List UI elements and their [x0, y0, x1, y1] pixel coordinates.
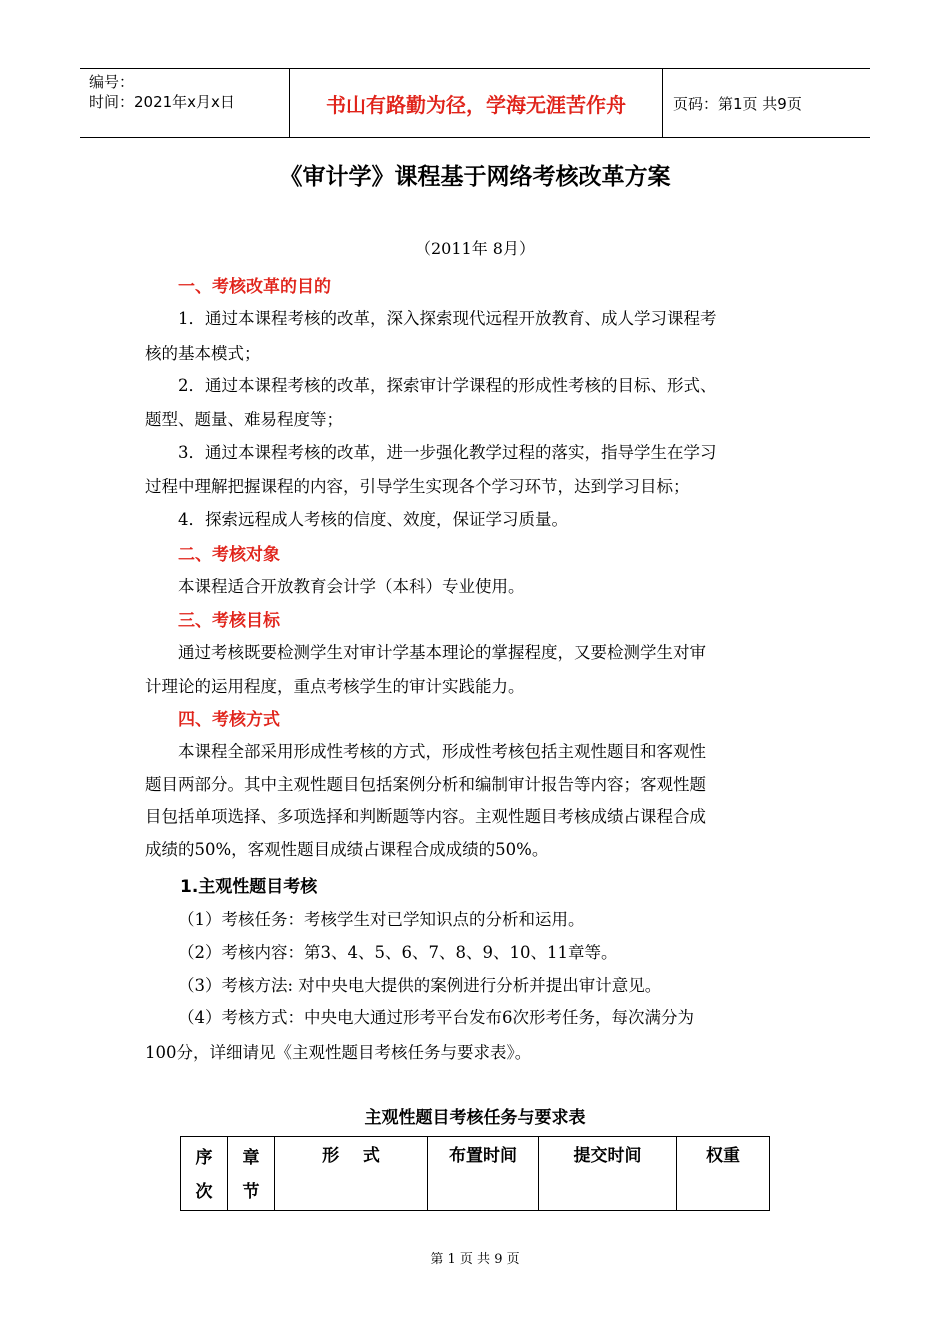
header-page-info: 页码：第1页 共9页	[673, 94, 802, 113]
paragraph-line: 2．通过本课程考核的改革，探索审计学课程的形成性考核的目标、形式、	[178, 376, 717, 395]
paragraph-line: 100分，详细请见《主观性题目考核任务与要求表》。	[145, 1043, 532, 1062]
section-heading-method: 四、考核方式	[178, 710, 280, 730]
paragraph-line: 成绩的50%，客观性题目成绩占课程合成成绩的50%。	[145, 840, 549, 859]
col-weight: 权重	[677, 1137, 770, 1211]
col-sequence-b: 次	[195, 1182, 213, 1202]
list-item: （3）考核方法: 对中央电大提供的案例进行分析并提出审计意见。	[178, 976, 662, 995]
paragraph-line: 3．通过本课程考核的改革，进一步强化教学过程的落实，指导学生在学习	[178, 443, 717, 462]
table-caption: 主观性题目考核任务与要求表	[364, 1108, 586, 1128]
header-meta	[80, 69, 289, 137]
section-heading-target: 二、考核对象	[178, 545, 280, 565]
col-form: 形 式	[275, 1137, 428, 1211]
paragraph-line: 目包括单项选择、多项选择和判断题等内容。主观性题目考核成绩占课程合成	[145, 807, 706, 826]
paragraph-line: 过程中理解把握课程的内容，引导学生实现各个学习环节，达到学习目标；	[145, 477, 690, 496]
paragraph-line: 1．通过本课程考核的改革，深入探索现代远程开放教育、成人学习课程考	[178, 309, 717, 328]
table-header-row	[181, 1137, 770, 1211]
col-chapter-a: 章	[242, 1148, 260, 1168]
paragraph-line: 计理论的运用程度，重点考核学生的审计实践能力。	[145, 677, 525, 696]
header-motto: 书山有路勤为径，学海无涯苦作舟	[289, 69, 663, 137]
paragraph-line: 本课程全部采用形成性考核的方式，形成性考核包括主观性题目和客观性	[178, 742, 706, 761]
page-footer: 第 1 页 共 9 页	[430, 1252, 520, 1267]
paragraph-line: 题型、题量、难易程度等；	[145, 410, 343, 429]
list-item: （4）考核方式：中央电大通过形考平台发布6次形考任务，每次满分为	[178, 1008, 694, 1027]
task-requirements-table	[180, 1136, 770, 1211]
section-heading-purpose: 一、考核改革的目的	[178, 277, 331, 297]
page-header	[80, 68, 870, 138]
time-label: 时间：2021年x月x日	[89, 93, 235, 111]
list-item: （1）考核任务：考核学生对已学知识点的分析和运用。	[178, 910, 585, 929]
paragraph-line: 本课程适合开放教育会计学（本科）专业使用。	[178, 577, 525, 596]
col-submit-time: 提交时间	[539, 1137, 677, 1211]
paragraph-line: 题目两部分。其中主观性题目包括案例分析和编制审计报告等内容；客观性题	[145, 775, 706, 794]
document-date: （2011年 8月）	[415, 239, 535, 258]
col-assign-time: 布置时间	[428, 1137, 539, 1211]
col-chapter-b: 节	[242, 1182, 260, 1202]
paragraph-line: 核的基本模式；	[145, 344, 261, 363]
document-title: 《审计学》课程基于网络考核改革方案	[279, 164, 671, 190]
subsection-heading: 1.主观性题目考核	[180, 877, 318, 897]
paragraph-line: 4．探索远程成人考核的信度、效度，保证学习质量。	[178, 510, 568, 529]
section-heading-goal: 三、考核目标	[178, 611, 280, 631]
list-item: （2）考核内容：第3、4、5、6、7、8、9、10、11章等。	[178, 943, 618, 962]
col-chapter	[228, 1137, 275, 1211]
col-sequence	[181, 1137, 228, 1211]
col-sequence-a: 序	[195, 1148, 213, 1168]
number-label: 编号：	[89, 73, 135, 91]
paragraph-line: 通过考核既要检测学生对审计学基本理论的掌握程度，又要检测学生对审	[178, 643, 706, 662]
